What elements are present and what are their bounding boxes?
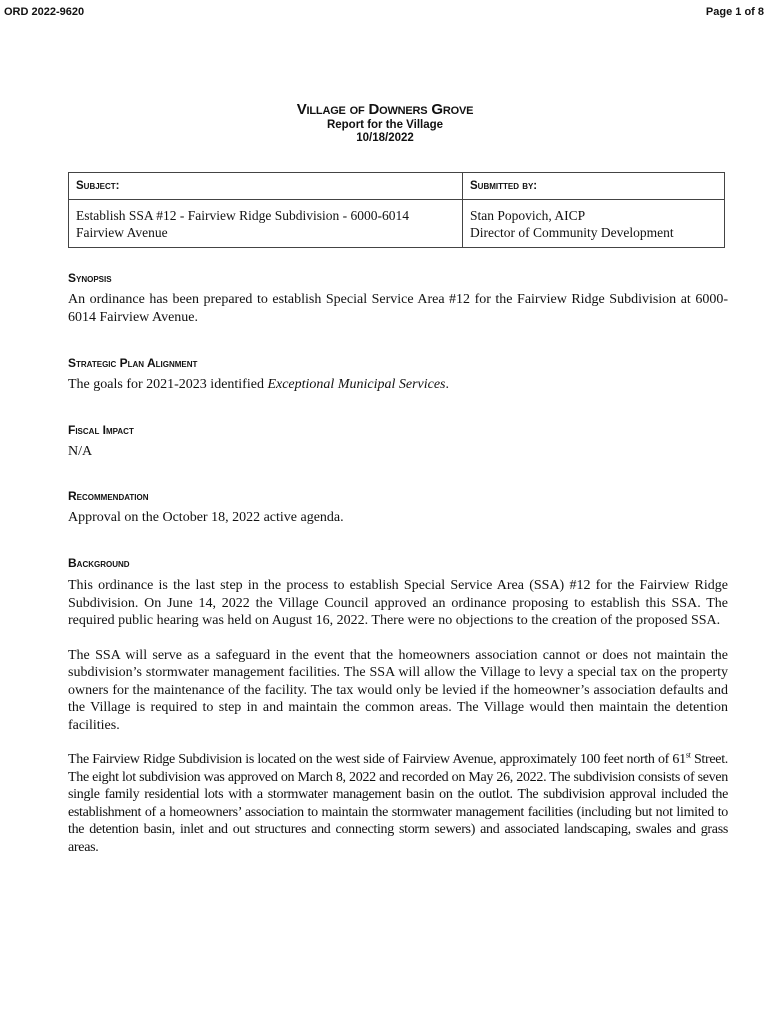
synopsis-heading: Synopsis bbox=[68, 271, 112, 285]
subject-label: Subject: bbox=[69, 173, 463, 200]
document-title: Village of Downers Grove bbox=[296, 101, 474, 118]
recommendation-heading: Recommendation bbox=[68, 489, 149, 503]
strategic-text-italic: Exceptional Municipal Services bbox=[267, 377, 446, 392]
fiscal-impact-section bbox=[68, 423, 728, 461]
strategic-plan-section bbox=[68, 356, 728, 394]
page-indicator: Page 1 of 8 bbox=[705, 6, 764, 18]
recommendation-text: Approval on the October 18, 2022 active agenda. bbox=[68, 510, 344, 525]
submitter-title: Director of Community Development bbox=[470, 225, 674, 240]
strategic-plan-text bbox=[68, 376, 728, 394]
ordinance-number: ORD 2022-9620 bbox=[4, 6, 85, 18]
strategic-text-suffix: . bbox=[445, 377, 450, 392]
background-paragraph-2: The SSA will serve as a safeguard in the event that the homeowners association cannot or does not maintain the subdivision’s stormwater management facilities. The SSA will allow the Village to levy a special tax on the property owners for the maintenance of the facility. The tax would only be levied if the homeowner’s association defaults and the Village is required to step in and maintain the common areas. The Village would then maintain the detention facilities. bbox=[68, 647, 728, 733]
recommendation-section bbox=[68, 489, 728, 527]
document-date: 10/18/2022 bbox=[356, 132, 414, 144]
paragraph-3-part-a: The Fairview Ridge Subdivision is located on the west side of Fairview Avenue, approximately 100 feet north of 61 bbox=[68, 752, 686, 767]
background-paragraph-1: This ordinance is the last step in the process to establish Special Service Area (SSA) #12 for the Fairview Ridge Subdivision. On June 14, 2022 the Village Council approved an ordinance proposing to establish this SSA. The required public hearing was held on August 16, 2022. There were no objections to the creation of the proposed SSA. bbox=[68, 578, 728, 628]
subject-text: Establish SSA #12 - Fairview Ridge Subdivision - 6000-6014 Fairview Avenue bbox=[69, 200, 463, 248]
submitted-by-text bbox=[463, 200, 725, 248]
title-block bbox=[0, 101, 770, 144]
paragraph-3-part-b: Street. The eight lot subdivision was approved on March 8, 2022 and recorded on May 26, 2022. The subdivision consists of seven single family residential lots with a stormwater management basin on the outlot. The subdivision approval included the establishment of a homeowners’ association to maintain the stormwater management facilities (including but not limited to the detention basin, inlet and out structures and connecting storm sewers) and associated landscaping, swales and grass areas. bbox=[68, 752, 729, 855]
fiscal-impact-text: N/A bbox=[68, 444, 93, 459]
background-heading: Background bbox=[68, 556, 130, 570]
subject-table bbox=[68, 172, 725, 248]
ordinal-suffix: st bbox=[685, 750, 691, 760]
fiscal-impact-heading: Fiscal Impact bbox=[68, 423, 134, 437]
background-section bbox=[68, 556, 728, 873]
strategic-plan-heading: Strategic Plan Alignment bbox=[68, 356, 198, 370]
background-paragraph-3 bbox=[68, 751, 728, 856]
submitter-name: Stan Popovich, AICP bbox=[470, 208, 586, 223]
synopsis-text: An ordinance has been prepared to establish Special Service Area #12 for the Fairview Ridge Subdivision at 6000-6014 Fairview Avenue. bbox=[68, 292, 728, 325]
submitted-by-label: Submitted by: bbox=[463, 173, 725, 200]
synopsis-section bbox=[68, 271, 728, 326]
document-subtitle: Report for the Village bbox=[326, 119, 444, 131]
strategic-text-prefix: The goals for 2021-2023 identified bbox=[68, 377, 268, 392]
